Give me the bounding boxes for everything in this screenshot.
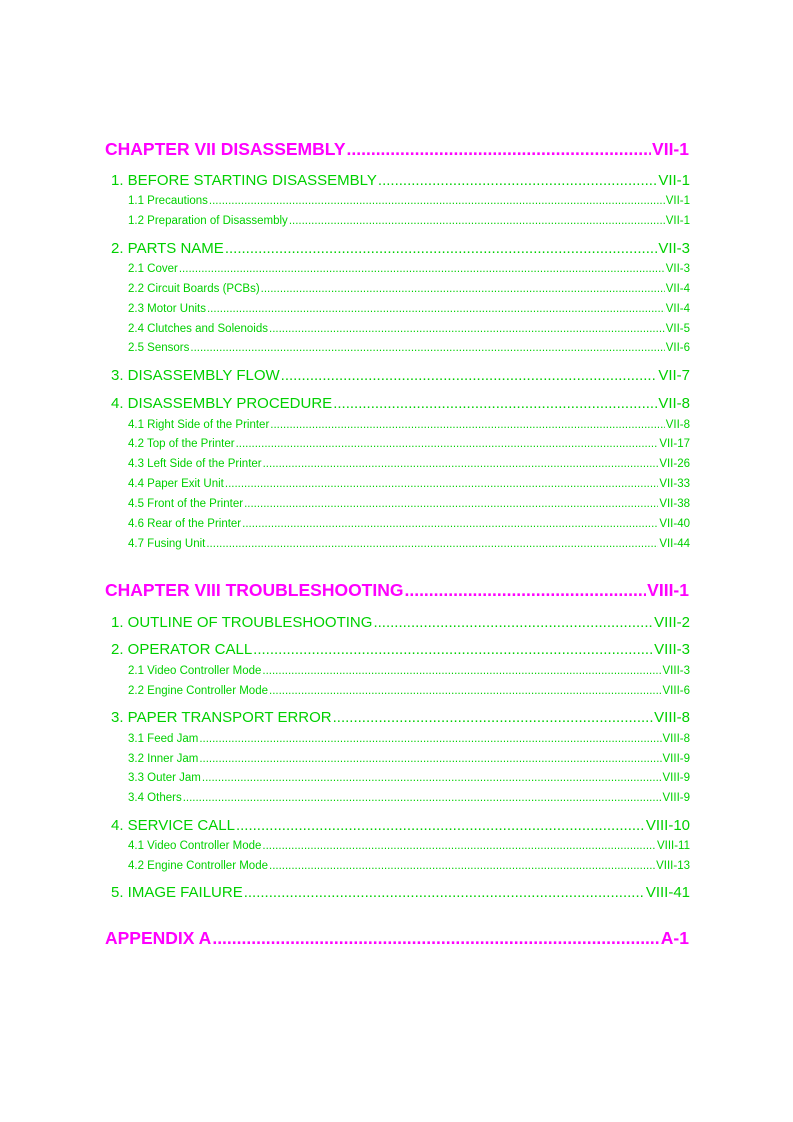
toc-entry-title: 4. SERVICE CALL	[111, 817, 235, 834]
toc-entry-page: VII-33	[659, 478, 690, 490]
dot-leader	[373, 614, 653, 631]
dot-leader	[269, 685, 662, 697]
toc-entry-page: VII-3	[658, 240, 690, 257]
toc-entry-sub[interactable]	[128, 860, 690, 872]
toc-entry-title: 3.3 Outer Jam	[128, 772, 201, 784]
toc-entry-title: 2.1 Video Controller Mode	[128, 665, 262, 677]
toc-entry-section[interactable]	[111, 817, 690, 834]
dot-leader	[253, 641, 653, 658]
toc-entry-chapter[interactable]	[105, 139, 689, 160]
dot-leader	[281, 367, 658, 384]
dot-leader	[236, 817, 645, 834]
dot-leader	[270, 419, 664, 431]
dot-leader	[333, 395, 657, 412]
toc-entry-chapter[interactable]	[105, 580, 689, 601]
toc-entry-sub[interactable]	[128, 840, 690, 852]
dot-leader	[179, 263, 665, 275]
dot-leader	[183, 792, 662, 804]
toc-entry-title: 2.4 Clutches and Solenoids	[128, 323, 269, 335]
toc-entry-title: 1.1 Precautions	[128, 195, 208, 207]
dot-leader	[269, 323, 665, 335]
toc-entry-page: VII-4	[665, 303, 690, 315]
dot-leader	[404, 580, 646, 601]
dot-leader	[262, 840, 656, 852]
toc-entry-sub[interactable]	[128, 263, 690, 275]
toc-entry-page: VIII-13	[656, 860, 690, 872]
toc-entry-page: VII-44	[659, 538, 690, 550]
toc-entry-section[interactable]	[111, 367, 690, 384]
dot-leader	[244, 884, 645, 901]
toc-entry-title: 2.2 Circuit Boards (PCBs)	[128, 283, 260, 295]
dot-leader	[347, 139, 652, 160]
dot-leader	[242, 518, 658, 530]
toc-entry-title: CHAPTER VII DISASSEMBLY	[105, 139, 346, 159]
toc-entry-sub[interactable]	[128, 323, 690, 335]
toc-entry-sub[interactable]	[128, 733, 690, 745]
dot-leader	[199, 753, 661, 765]
toc-entry-title: 4.2 Engine Controller Mode	[128, 860, 268, 872]
dot-leader	[244, 498, 658, 510]
toc-entry-page: VII-1	[658, 172, 690, 189]
toc-entry-title: 4.2 Top of the Printer	[128, 438, 235, 450]
toc-entry-section[interactable]	[111, 240, 690, 257]
toc-entry-title: 2. OPERATOR CALL	[111, 641, 253, 658]
toc-entry-title: 1.2 Preparation of Disassembly	[128, 215, 288, 227]
dot-leader	[207, 303, 665, 315]
dot-leader	[262, 665, 661, 677]
toc-entry-title: 3.2 Inner Jam	[128, 753, 199, 765]
toc-entry-page: VIII-3	[654, 641, 690, 658]
toc-entry-page: VIII-11	[656, 840, 690, 852]
dot-leader	[225, 240, 658, 257]
toc-entry-page: VIII-10	[645, 817, 690, 834]
toc-entry-title: 3. PAPER TRANSPORT ERROR	[111, 709, 332, 726]
dot-leader	[212, 928, 659, 949]
toc-entry-title: 1. BEFORE STARTING DISASSEMBLY	[111, 172, 377, 189]
toc-entry-title: APPENDIX A	[105, 928, 212, 948]
toc-entry-title: 4.5 Front of the Printer	[128, 498, 244, 510]
toc-entry-title: 4.1 Video Controller Mode	[128, 840, 262, 852]
toc-entry-section[interactable]	[111, 395, 690, 412]
toc-entry-sub[interactable]	[128, 458, 690, 470]
toc-entry-title: 2.2 Engine Controller Mode	[128, 685, 268, 697]
toc-entry-sub[interactable]	[128, 498, 690, 510]
dot-leader	[269, 860, 655, 872]
toc-entry-page: VIII-9	[662, 772, 690, 784]
dot-leader	[209, 195, 665, 207]
dot-leader	[263, 458, 659, 470]
dot-leader	[378, 172, 657, 189]
toc-entry-page: VIII-8	[662, 733, 690, 745]
toc-entry-page: A-1	[660, 928, 689, 948]
toc-entry-page: VIII-8	[654, 709, 690, 726]
toc-entry-page: VII-26	[659, 458, 690, 470]
toc-entry-section[interactable]	[111, 172, 690, 189]
toc-entry-page: VII-8	[665, 419, 690, 431]
toc-entry-title: 2.3 Motor Units	[128, 303, 206, 315]
toc-entry-sub[interactable]	[128, 419, 690, 431]
toc-entry-sub[interactable]	[128, 665, 690, 677]
toc-entry-page: VII-38	[659, 498, 690, 510]
toc-entry-page: VIII-6	[662, 685, 690, 697]
toc-entry-sub[interactable]	[128, 215, 690, 227]
toc-entry-section[interactable]	[111, 884, 690, 901]
toc-entry-title: 3.4 Others	[128, 792, 182, 804]
toc-entry-page: VIII-2	[654, 614, 690, 631]
toc-entry-sub[interactable]	[128, 772, 690, 784]
toc-entry-title: 1. OUTLINE OF TROUBLESHOOTING	[111, 614, 373, 631]
toc-entry-page: VII-1	[652, 139, 689, 159]
toc-entry-title: 5. IMAGE FAILURE	[111, 884, 243, 901]
dot-leader	[202, 772, 662, 784]
toc-entry-section[interactable]	[111, 614, 690, 631]
toc-entry-page: VIII-9	[662, 753, 690, 765]
toc-entry-title: 2.5 Sensors	[128, 342, 190, 354]
toc-entry-sub[interactable]	[128, 195, 690, 207]
toc-entry-title: 4.3 Left Side of the Printer	[128, 458, 262, 470]
toc-entry-sub[interactable]	[128, 303, 690, 315]
toc-entry-sub[interactable]	[128, 538, 690, 550]
toc-entry-title: 4. DISASSEMBLY PROCEDURE	[111, 395, 333, 412]
toc-entry-sub[interactable]	[128, 753, 690, 765]
toc-entry-chapter[interactable]	[105, 928, 689, 949]
toc-entry-page: VIII-1	[647, 580, 689, 600]
toc-entry-page: VII-1	[665, 215, 690, 227]
dot-leader	[190, 342, 664, 354]
toc-entry-title: 4.4 Paper Exit Unit	[128, 478, 224, 490]
dot-leader	[236, 438, 659, 450]
toc-entry-page: VII-4	[665, 283, 690, 295]
dot-leader	[225, 478, 658, 490]
dot-leader	[289, 215, 665, 227]
toc-entry-page: VIII-41	[645, 884, 690, 901]
toc-entry-title: 4.1 Right Side of the Printer	[128, 419, 270, 431]
toc-entry-page: VII-17	[659, 438, 690, 450]
toc-entry-page: VII-40	[659, 518, 690, 530]
toc-entry-title: 2.1 Cover	[128, 263, 178, 275]
dot-leader	[261, 283, 665, 295]
toc-entry-page: VII-5	[665, 323, 690, 335]
toc-entry-sub[interactable]	[128, 438, 690, 450]
dot-leader	[333, 709, 654, 726]
toc-entry-page: VII-7	[658, 367, 690, 384]
toc-entry-sub[interactable]	[128, 685, 690, 697]
toc-entry-title: 2. PARTS NAME	[111, 240, 224, 257]
toc-entry-title: 3. DISASSEMBLY FLOW	[111, 367, 280, 384]
toc-entry-title: 4.7 Fusing Unit	[128, 538, 206, 550]
toc-entry-page: VII-8	[658, 395, 690, 412]
toc-entry-page: VIII-3	[662, 665, 690, 677]
dot-leader	[206, 538, 658, 550]
toc-entry-page: VIII-9	[662, 792, 690, 804]
toc-entry-sub[interactable]	[128, 283, 690, 295]
toc-entry-section[interactable]	[111, 709, 690, 726]
toc-entry-title: 3.1 Feed Jam	[128, 733, 199, 745]
toc-entry-title: 4.6 Rear of the Printer	[128, 518, 242, 530]
toc-entry-page: VII-3	[665, 263, 690, 275]
toc-entry-section[interactable]	[111, 641, 690, 658]
toc-entry-sub[interactable]	[128, 518, 690, 530]
toc-entry-sub[interactable]	[128, 342, 690, 354]
toc-entry-page: VII-6	[665, 342, 690, 354]
toc-entry-page: VII-1	[665, 195, 690, 207]
dot-leader	[199, 733, 661, 745]
toc-entry-sub[interactable]	[128, 478, 690, 490]
toc-entry-title: CHAPTER VIII TROUBLESHOOTING	[105, 580, 404, 600]
toc-entry-sub[interactable]	[128, 792, 690, 804]
